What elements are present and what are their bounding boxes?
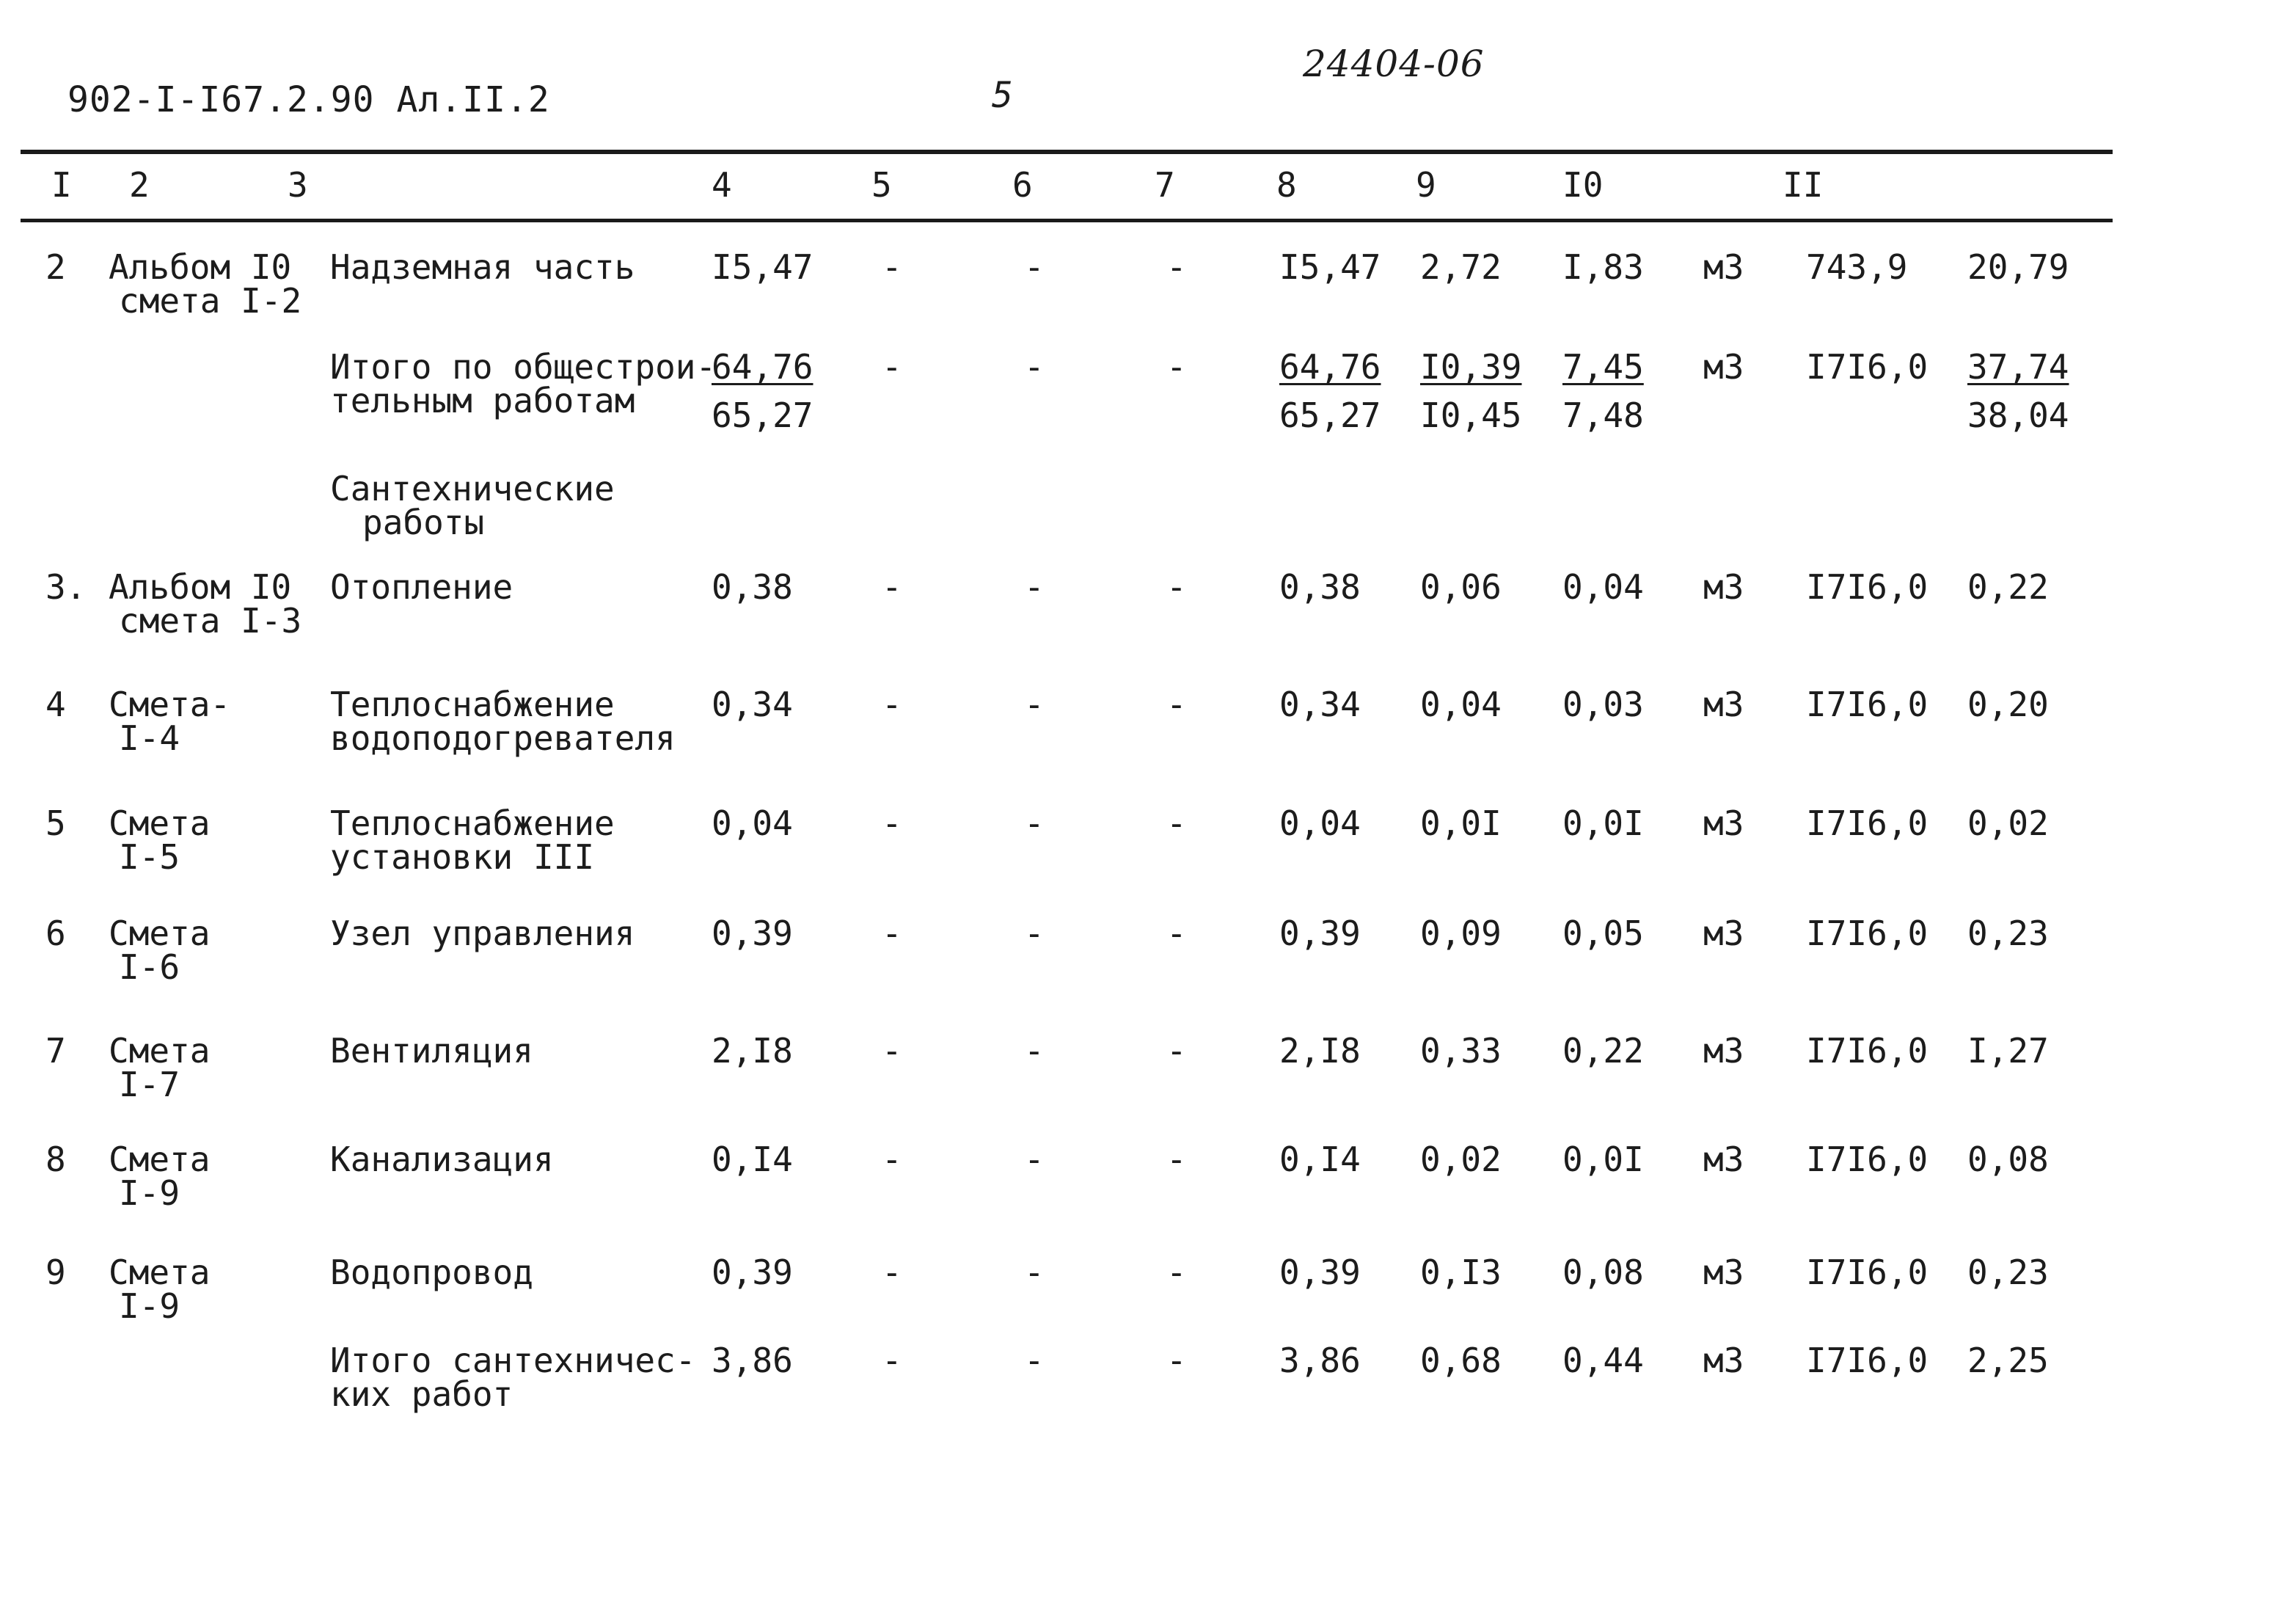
value-c11a: 743,9 [1806, 247, 1908, 287]
estimate-reference: Смета- [109, 685, 231, 724]
column-header: 7 [1155, 165, 1175, 205]
value-c5: - [882, 567, 902, 607]
value-c9: 0,09 [1420, 914, 1502, 953]
column-header: 5 [871, 165, 892, 205]
value-c11b: 38,04 [1967, 395, 2069, 435]
column-header: 3 [288, 165, 308, 205]
value-c4: 64,76 [712, 347, 814, 387]
column-header: 8 [1276, 165, 1297, 205]
value-c6: - [1024, 567, 1045, 607]
value-c11a: I7I6,0 [1806, 914, 1928, 953]
value-c11a: I7I6,0 [1806, 1031, 1928, 1071]
value-c6: - [1024, 1341, 1045, 1380]
work-name: ких работ [330, 1374, 513, 1414]
value-c8: 0,39 [1279, 914, 1361, 953]
value-c11a: I7I6,0 [1806, 1140, 1928, 1179]
estimate-reference: смета I-2 [119, 281, 302, 321]
inventory-number: 24404-06 [1303, 43, 1485, 85]
value-c10: 7,45 [1562, 347, 1644, 387]
value-c7: - [1166, 914, 1187, 953]
value-c4: 3,86 [712, 1341, 793, 1380]
value-c9: 0,I3 [1420, 1253, 1502, 1292]
value-c9: 0,0I [1420, 803, 1502, 843]
work-name: тельным работам [330, 381, 635, 420]
value-c5: - [882, 1140, 902, 1179]
value-c7: - [1166, 347, 1187, 387]
value-c9: 0,68 [1420, 1341, 1502, 1380]
value-c4: 0,39 [712, 914, 793, 953]
value-c8: 2,I8 [1279, 1031, 1361, 1071]
value-c7: - [1166, 1341, 1187, 1380]
unit-label: м3 [1703, 1031, 1744, 1071]
value-c9: 0,33 [1420, 1031, 1502, 1071]
value-c11b: 0,23 [1967, 1253, 2049, 1292]
value-c5: - [882, 803, 902, 843]
work-name: установки III [330, 837, 595, 877]
value-c9: 0,04 [1420, 685, 1502, 724]
estimate-reference: I-9 [119, 1286, 180, 1326]
value-c11a: I7I6,0 [1806, 803, 1928, 843]
value-c5: - [882, 1031, 902, 1071]
value-c10: 0,05 [1562, 914, 1644, 953]
table-top-rule [21, 150, 2113, 154]
table-header-rule [21, 219, 2113, 222]
value-c5: - [882, 247, 902, 287]
row-number: 8 [45, 1140, 66, 1179]
work-name: Водопровод [330, 1253, 533, 1292]
value-c7: - [1166, 1031, 1187, 1071]
page-number: 5 [992, 75, 1014, 116]
value-c11a: I7I6,0 [1806, 685, 1928, 724]
work-name: Вентиляция [330, 1031, 533, 1071]
work-name: Надземная часть [330, 247, 635, 287]
value-c8: 0,I4 [1279, 1140, 1361, 1179]
unit-label: м3 [1703, 247, 1744, 287]
work-name: Итого по общестрои- [330, 347, 717, 387]
value-c10: 0,08 [1562, 1253, 1644, 1292]
estimate-reference: I-7 [119, 1065, 180, 1104]
value-c5: - [882, 685, 902, 724]
value-c10: 7,48 [1562, 395, 1644, 435]
estimate-reference: Смета [109, 1140, 211, 1179]
estimate-reference: Смета [109, 803, 211, 843]
value-c7: - [1166, 1140, 1187, 1179]
work-name: Теплоснабжение [330, 685, 615, 724]
work-name: Итого сантехничес- [330, 1341, 696, 1380]
unit-label: м3 [1703, 347, 1744, 387]
section-heading: Сантехнические [330, 469, 615, 508]
value-c5: - [882, 914, 902, 953]
value-c11b: 0,20 [1967, 685, 2049, 724]
value-c7: - [1166, 803, 1187, 843]
value-c8: 0,39 [1279, 1253, 1361, 1292]
row-number: 6 [45, 914, 66, 953]
value-c11b: 20,79 [1967, 247, 2069, 287]
value-c6: - [1024, 1140, 1045, 1179]
value-c4: 0,04 [712, 803, 793, 843]
value-c4: 0,I4 [712, 1140, 793, 1179]
value-c4: 0,38 [712, 567, 793, 607]
row-number: 3. [45, 567, 87, 607]
value-c4: 65,27 [712, 395, 814, 435]
value-c8: 0,04 [1279, 803, 1361, 843]
value-c9: I0,45 [1420, 395, 1522, 435]
value-c9: 2,72 [1420, 247, 1502, 287]
column-header: I [51, 165, 72, 205]
work-name: Отопление [330, 567, 513, 607]
value-c11a: I7I6,0 [1806, 567, 1928, 607]
value-c10: 0,0I [1562, 1140, 1644, 1179]
value-c8: 65,27 [1279, 395, 1381, 435]
column-header: 6 [1012, 165, 1033, 205]
unit-label: м3 [1703, 567, 1744, 607]
value-c6: - [1024, 1031, 1045, 1071]
value-c11a: I7I6,0 [1806, 1341, 1928, 1380]
unit-label: м3 [1703, 803, 1744, 843]
value-c11b: 0,23 [1967, 914, 2049, 953]
value-c4: 0,39 [712, 1253, 793, 1292]
value-c5: - [882, 1253, 902, 1292]
estimate-reference: I-5 [119, 837, 180, 877]
value-c6: - [1024, 914, 1045, 953]
value-c7: - [1166, 247, 1187, 287]
estimate-reference: I-9 [119, 1173, 180, 1213]
row-number: 4 [45, 685, 66, 724]
unit-label: м3 [1703, 1253, 1744, 1292]
unit-label: м3 [1703, 1140, 1744, 1179]
work-name: Теплоснабжение [330, 803, 615, 843]
row-number: 9 [45, 1253, 66, 1292]
value-c6: - [1024, 685, 1045, 724]
work-name: водоподогревателя [330, 718, 676, 758]
value-c7: - [1166, 1253, 1187, 1292]
estimate-reference: I-4 [119, 718, 180, 758]
value-c6: - [1024, 1253, 1045, 1292]
value-c10: 0,22 [1562, 1031, 1644, 1071]
value-c10: 0,44 [1562, 1341, 1644, 1380]
column-header: II [1783, 165, 1824, 205]
estimate-reference: Смета [109, 1253, 211, 1292]
value-c11b: I,27 [1967, 1031, 2049, 1071]
value-c9: I0,39 [1420, 347, 1522, 387]
estimate-reference: смета I-3 [119, 601, 302, 641]
value-c4: 0,34 [712, 685, 793, 724]
value-c7: - [1166, 685, 1187, 724]
unit-label: м3 [1703, 1341, 1744, 1380]
value-c9: 0,02 [1420, 1140, 1502, 1179]
row-number: 5 [45, 803, 66, 843]
value-c11b: 0,08 [1967, 1140, 2049, 1179]
estimate-reference: Альбом I0 [109, 247, 292, 287]
value-c9: 0,06 [1420, 567, 1502, 607]
value-c11a: I7I6,0 [1806, 1253, 1928, 1292]
value-c6: - [1024, 347, 1045, 387]
value-c7: - [1166, 567, 1187, 607]
value-c11b: 37,74 [1967, 347, 2069, 387]
work-name: Узел управления [330, 914, 635, 953]
column-header: 4 [712, 165, 732, 205]
value-c6: - [1024, 803, 1045, 843]
value-c8: 3,86 [1279, 1341, 1361, 1380]
value-c11b: 2,25 [1967, 1341, 2049, 1380]
column-header: 2 [129, 165, 150, 205]
estimate-reference: Смета [109, 1031, 211, 1071]
work-name: Канализация [330, 1140, 554, 1179]
unit-label: м3 [1703, 914, 1744, 953]
column-header: 9 [1416, 165, 1436, 205]
document-code: 902-I-I67.2.90 Ал.II.2 [67, 79, 550, 120]
estimate-reference: Альбом I0 [109, 567, 292, 607]
row-number: 2 [45, 247, 66, 287]
unit-label: м3 [1703, 685, 1744, 724]
value-c8: 0,38 [1279, 567, 1361, 607]
column-header: I0 [1562, 165, 1604, 205]
value-c4: 2,I8 [712, 1031, 793, 1071]
value-c10: 0,0I [1562, 803, 1644, 843]
section-heading: работы [362, 503, 485, 542]
value-c11b: 0,02 [1967, 803, 2049, 843]
value-c5: - [882, 347, 902, 387]
estimate-reference: I-6 [119, 947, 180, 987]
row-number: 7 [45, 1031, 66, 1071]
value-c10: I,83 [1562, 247, 1644, 287]
value-c8: I5,47 [1279, 247, 1381, 287]
value-c5: - [882, 1341, 902, 1380]
value-c8: 0,34 [1279, 685, 1361, 724]
value-c10: 0,04 [1562, 567, 1644, 607]
value-c11b: 0,22 [1967, 567, 2049, 607]
value-c10: 0,03 [1562, 685, 1644, 724]
value-c6: - [1024, 247, 1045, 287]
estimate-reference: Смета [109, 914, 211, 953]
value-c11a: I7I6,0 [1806, 347, 1928, 387]
value-c4: I5,47 [712, 247, 814, 287]
value-c8: 64,76 [1279, 347, 1381, 387]
